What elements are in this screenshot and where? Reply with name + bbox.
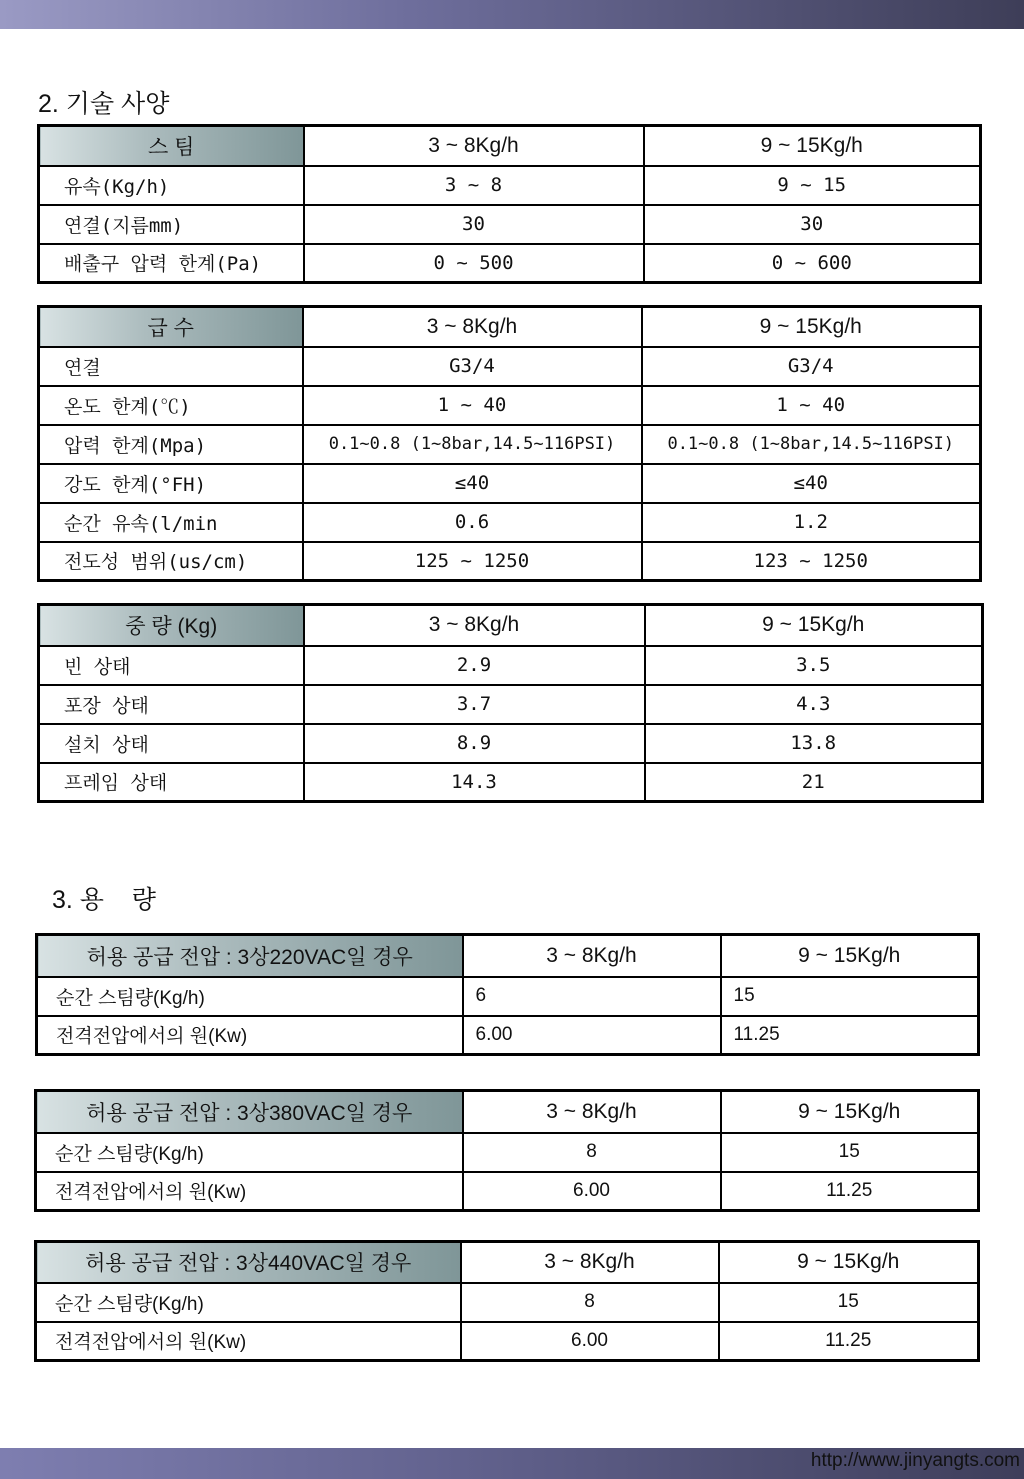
header-cell: 3 ~ 8Kg/h xyxy=(463,935,721,977)
table-row xyxy=(39,646,983,685)
table-header-row xyxy=(39,126,981,166)
row-label: 압력 한계(Mpa) xyxy=(39,425,303,464)
table-cell: ≤40 xyxy=(642,464,981,503)
header-cell: 3 ~ 8Kg/h xyxy=(303,307,642,347)
spec-section-title: 2. 기술 사양 xyxy=(38,90,170,118)
row-label: 포장 상태 xyxy=(39,685,304,724)
row-label: 순간 스팀량(Kg/h) xyxy=(37,977,463,1016)
row-label: 유속(Kg/h) xyxy=(39,166,304,205)
header-cell: 9 ~ 15Kg/h xyxy=(721,1091,979,1133)
table-cell: 1 ~ 40 xyxy=(642,386,981,425)
table-cell: 6 xyxy=(463,977,721,1016)
row-label: 배출구 압력 한계(Pa) xyxy=(39,244,304,283)
row-label: 온도 한계(℃) xyxy=(39,386,303,425)
table-row xyxy=(39,386,981,425)
capacity-section-title: 3. 용 량 xyxy=(52,886,156,914)
table-row xyxy=(36,1172,979,1211)
capacity-440vac-table xyxy=(34,1240,980,1362)
table-cell: 0.1~0.8 (1~8bar,14.5~116PSI) xyxy=(303,425,642,464)
table-cell: 3.5 xyxy=(645,646,983,685)
table-cell: ≤40 xyxy=(303,464,642,503)
table-cell: G3/4 xyxy=(642,347,981,386)
table-row xyxy=(39,166,981,205)
header-cell: 9 ~ 15Kg/h xyxy=(721,935,979,977)
table-row xyxy=(36,1283,979,1322)
table-cell: 13.8 xyxy=(645,724,983,763)
header-cell: 허용 공급 전압 : 3상380VAC일 경우 xyxy=(36,1091,463,1133)
table-cell: 4.3 xyxy=(645,685,983,724)
row-label: 강도 한계(°FH) xyxy=(39,464,303,503)
table-cell: 6.00 xyxy=(463,1016,721,1055)
table-cell: 0 ~ 500 xyxy=(304,244,644,283)
row-label: 빈 상태 xyxy=(39,646,304,685)
table-cell: 21 xyxy=(645,763,983,802)
table-cell: 30 xyxy=(644,205,981,244)
table-cell: 3.7 xyxy=(304,685,645,724)
table-cell: 15 xyxy=(721,1133,979,1172)
row-label: 전도성 범위(us/cm) xyxy=(39,542,303,581)
table-cell: 2.9 xyxy=(304,646,645,685)
table-row xyxy=(37,977,979,1016)
header-cell: 중 량 (Kg) xyxy=(39,605,304,646)
row-label: 전격전압에서의 원(Kw) xyxy=(36,1322,461,1361)
table-cell: 8 xyxy=(463,1133,721,1172)
header-cell: 9 ~ 15Kg/h xyxy=(719,1242,979,1283)
table-header-row xyxy=(39,307,981,347)
table-row xyxy=(36,1133,979,1172)
header-cell: 스 팀 xyxy=(39,126,304,166)
table-cell: 123 ~ 1250 xyxy=(642,542,981,581)
table-cell: 11.25 xyxy=(719,1322,979,1361)
header-cell: 허용 공급 전압 : 3상440VAC일 경우 xyxy=(36,1242,461,1283)
table-cell: G3/4 xyxy=(303,347,642,386)
footer-url: http://www.jinyangts.com xyxy=(810,1450,1020,1471)
row-label: 전격전압에서의 원(Kw) xyxy=(37,1016,463,1055)
row-label: 설치 상태 xyxy=(39,724,304,763)
table-cell: 0.6 xyxy=(303,503,642,542)
table-row xyxy=(39,763,983,802)
table-row xyxy=(39,724,983,763)
table-header-row xyxy=(37,935,979,977)
table-row xyxy=(39,347,981,386)
table-cell: 0.1~0.8 (1~8bar,14.5~116PSI) xyxy=(642,425,981,464)
table-row xyxy=(39,542,981,581)
header-cell: 3 ~ 8Kg/h xyxy=(463,1091,721,1133)
table-cell: 8.9 xyxy=(304,724,645,763)
header-cell: 급 수 xyxy=(39,307,303,347)
row-label: 전격전압에서의 원(Kw) xyxy=(36,1172,463,1211)
header-cell: 9 ~ 15Kg/h xyxy=(642,307,981,347)
header-cell: 3 ~ 8Kg/h xyxy=(304,605,645,646)
capacity-220vac-table xyxy=(35,933,980,1056)
water-supply-table xyxy=(37,305,982,582)
weight-table xyxy=(37,603,984,803)
row-label: 순간 스팀량(Kg/h) xyxy=(36,1283,461,1322)
row-label: 연결 xyxy=(39,347,303,386)
table-row xyxy=(39,244,981,283)
table-row xyxy=(39,205,981,244)
table-row xyxy=(39,464,981,503)
table-cell: 8 xyxy=(461,1283,719,1322)
table-cell: 6.00 xyxy=(461,1322,719,1361)
table-cell: 1.2 xyxy=(642,503,981,542)
table-header-row xyxy=(39,605,983,646)
table-row xyxy=(39,685,983,724)
capacity-380vac-table xyxy=(34,1089,980,1212)
table-row xyxy=(39,425,981,464)
table-cell: 125 ~ 1250 xyxy=(303,542,642,581)
table-cell: 30 xyxy=(304,205,644,244)
table-cell: 14.3 xyxy=(304,763,645,802)
table-cell: 0 ~ 600 xyxy=(644,244,981,283)
row-label: 순간 유속(l/min xyxy=(39,503,303,542)
table-cell: 11.25 xyxy=(721,1016,979,1055)
row-label: 프레임 상태 xyxy=(39,763,304,802)
table-cell: 11.25 xyxy=(721,1172,979,1211)
header-cell: 9 ~ 15Kg/h xyxy=(644,126,981,166)
row-label: 순간 스팀량(Kg/h) xyxy=(36,1133,463,1172)
table-cell: 6.00 xyxy=(463,1172,721,1211)
header-cell: 9 ~ 15Kg/h xyxy=(645,605,983,646)
header-cell: 3 ~ 8Kg/h xyxy=(461,1242,719,1283)
header-cell: 3 ~ 8Kg/h xyxy=(304,126,644,166)
header-cell: 허용 공급 전압 : 3상220VAC일 경우 xyxy=(37,935,463,977)
table-row xyxy=(36,1322,979,1361)
table-cell: 15 xyxy=(719,1283,979,1322)
table-row xyxy=(39,503,981,542)
table-cell: 3 ~ 8 xyxy=(304,166,644,205)
steam-spec-table xyxy=(37,124,982,284)
table-cell: 1 ~ 40 xyxy=(303,386,642,425)
top-decorative-bar xyxy=(0,0,1024,29)
table-row xyxy=(37,1016,979,1055)
row-label: 연결(지름mm) xyxy=(39,205,304,244)
table-header-row xyxy=(36,1091,979,1133)
table-cell: 9 ~ 15 xyxy=(644,166,981,205)
table-header-row xyxy=(36,1242,979,1283)
table-cell: 15 xyxy=(721,977,979,1016)
